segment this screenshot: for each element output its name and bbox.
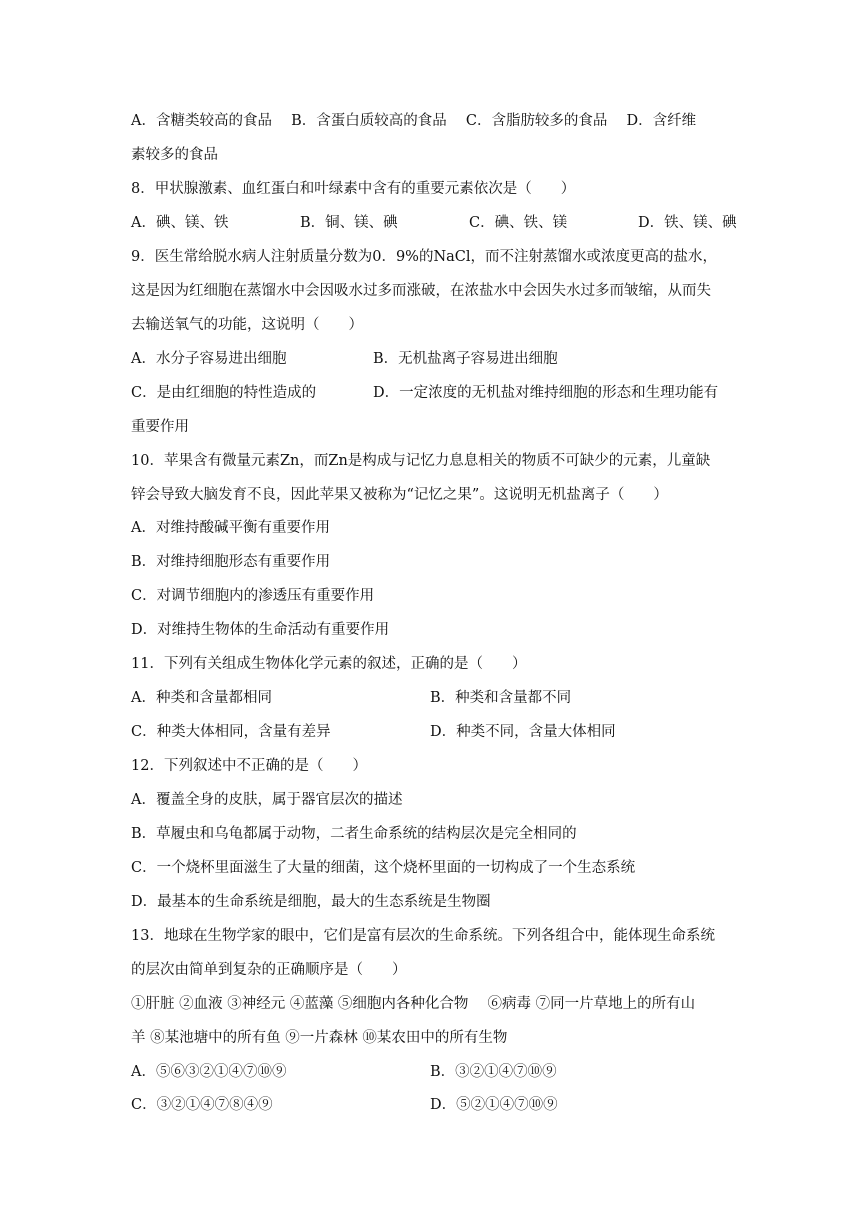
- q9-option-a: A．水分子容易进出细胞: [131, 351, 287, 367]
- q12-option-a: A．覆盖全身的皮肤，属于器官层次的描述: [131, 792, 403, 808]
- q12-stem: 12．下列叙述中不正确的是（ ）: [131, 758, 367, 774]
- q8-option-b: B．铜、镁、碘: [300, 215, 398, 231]
- q10-stem-line1: 10．苹果含有微量元素Zn，而Zn是构成与记忆力息息相关的物质不可缺少的元素，儿童缺: [131, 453, 711, 469]
- q13-stem-line2: 的层次由简单到复杂的正确顺序是（ ）: [131, 962, 407, 978]
- q9-option-b: B．无机盐离子容易进出细胞: [373, 351, 558, 367]
- q9-stem-line3: 去输送氧气的功能，这说明（ ）: [131, 317, 363, 333]
- q9-option-c: C．是由红细胞的特性造成的: [131, 385, 317, 401]
- q13-option-d: D．⑤②①④⑦⑩⑨: [430, 1097, 558, 1113]
- q9-option-d-cont: 重要作用: [131, 419, 189, 435]
- q9-stem-line2: 这是因为红细胞在蒸馏水中会因吸水过多而涨破，在浓盐水中会因失水过多而皱缩，从而失: [131, 283, 711, 299]
- q11-option-d: D．种类不同，含量大体相同: [430, 724, 616, 740]
- q12-option-b: B．草履虫和乌龟都属于动物，二者生命系统的结构层次是完全相同的: [131, 826, 577, 842]
- q8-option-a: A．碘、镁、铁: [131, 215, 229, 231]
- q13-option-b: B．③②①④⑦⑩⑨: [430, 1064, 557, 1080]
- q13-items-line2: 羊 ⑧某池塘中的所有鱼 ⑨一片森林 ⑩某农田中的所有生物: [131, 1030, 508, 1046]
- q10-option-a: A．对维持酸碱平衡有重要作用: [131, 520, 330, 536]
- q11-stem: 11．下列有关组成生物体化学元素的叙述，正确的是（ ）: [131, 656, 527, 672]
- q10-option-d: D．对维持生物体的生命活动有重要作用: [131, 622, 390, 638]
- q7-options-line-cont: 素较多的食品: [131, 147, 218, 163]
- q8-stem: 8．甲状腺激素、血红蛋白和叶绿素中含有的重要元素依次是（ ）: [131, 181, 576, 197]
- q11-option-b: B．种类和含量都不同: [430, 690, 572, 706]
- q13-option-a: A．⑤⑥③②①④⑦⑩⑨: [131, 1064, 287, 1080]
- q10-option-b: B．对维持细胞形态有重要作用: [131, 554, 331, 570]
- q9-option-d: D．一定浓度的无机盐对维持细胞的形态和生理功能有: [373, 385, 719, 401]
- q13-option-c: C．③②①④⑦⑧④⑨: [131, 1097, 273, 1113]
- q13-stem-line1: 13．地球在生物学家的眼中，它们是富有层次的生命系统。下列各组合中，能体现生命系统: [131, 928, 715, 944]
- q10-option-c: C．对调节细胞内的渗透压有重要作用: [131, 588, 375, 604]
- q13-items-line1: ①肝脏 ②血液 ③神经元 ④蓝藻 ⑤细胞内各种化合物 ⑥病毒 ⑦同一片草地上的所有山: [131, 996, 696, 1012]
- q8-option-c: C．碘、铁、镁: [469, 215, 568, 231]
- q7-options-line: A．含糖类较高的食品 B．含蛋白质较高的食品 C．含脂肪较多的食品 D．含纤维: [131, 113, 697, 129]
- q12-option-d: D．最基本的生命系统是细胞，最大的生态系统是生物圈: [131, 894, 491, 910]
- q10-stem-line2: 锌会导致大脑发育不良，因此苹果又被称为“记忆之果”。这说明无机盐离子（ ）: [131, 487, 668, 503]
- q8-option-d: D．铁、镁、碘: [638, 215, 737, 231]
- q12-option-c: C．一个烧杯里面滋生了大量的细菌，这个烧杯里面的一切构成了一个生态系统: [131, 860, 636, 876]
- q11-option-a: A．种类和含量都相同: [131, 690, 272, 706]
- q11-option-c: C．种类大体相同，含量有差异: [131, 724, 331, 740]
- q9-stem-line1: 9．医生常给脱水病人注射质量分数为0．9%的NaCl，而不注射蒸馏水或浓度更高的盐水，: [131, 249, 718, 265]
